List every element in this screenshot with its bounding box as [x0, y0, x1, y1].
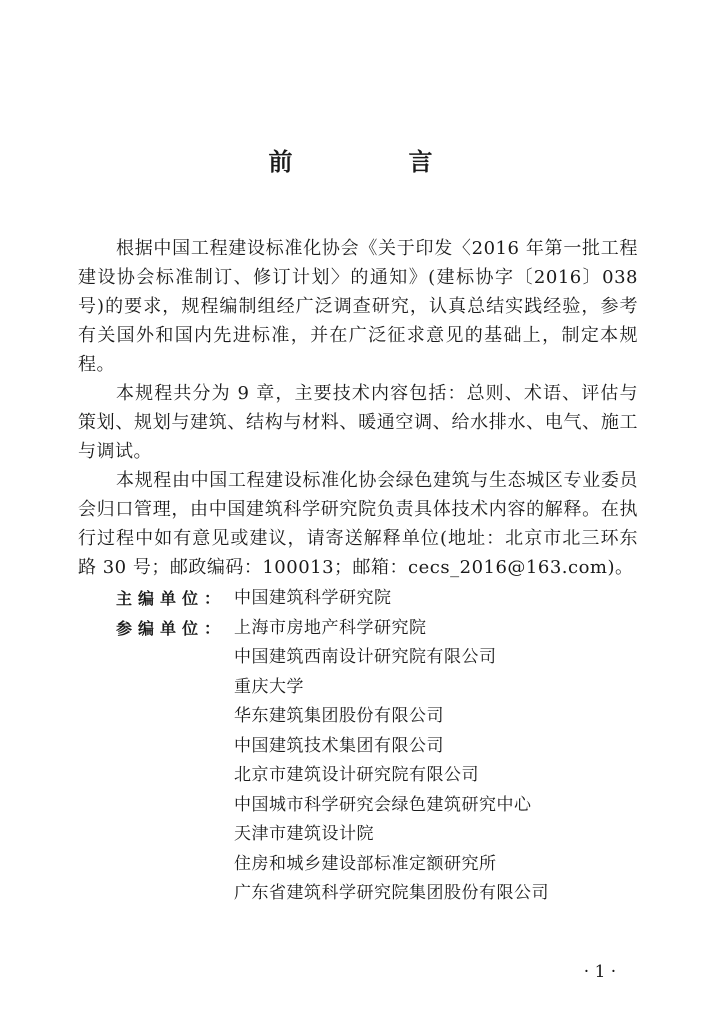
chief-editor-item: 中国建筑科学研究院: [234, 588, 392, 608]
organizations: [78, 584, 638, 909]
co-editor-item: 中国建筑技术集团有限公司: [234, 735, 444, 756]
paragraph-management: 本规程由中国工程建设标准化协会绿色建筑与生态城区专业委员会归口管理，由中国建筑科学研究院负责具体技术内容的解释。在执行过程中如有意见或建议，请寄送解释单位(地址：北京市北三环东路 30 号；邮政编码：100013；邮箱：cecs_2016@163.com)。: [78, 470, 638, 578]
co-editor-item: 天津市建筑设计院: [234, 824, 374, 844]
co-editor-item: 中国建筑西南设计研究院有限公司: [234, 647, 497, 667]
co-editor-list: [234, 614, 638, 909]
paragraph-background: 根据中国工程建设标准化协会《关于印发〈2016 年第一批工程建设协会标准制订、修订计划〉的通知》(建标协字〔2016〕038 号)的要求，规程编制组经广泛调查研究，认真总结实践经验，参考有关国外和国内先进标准，并在广泛征求意见的基础上，制定本规程。: [78, 238, 638, 375]
chief-editor-label: 主编单位：: [116, 589, 227, 608]
co-editor-item: 广东省建筑科学研究院集团股份有限公司: [234, 883, 549, 903]
co-editor-row: [78, 614, 638, 909]
chief-editor-row: [78, 584, 638, 614]
co-editor-item: 住房和城乡建设部标准定额研究所: [234, 853, 497, 874]
co-editor-item: 北京市建筑设计研究院有限公司: [234, 765, 479, 785]
co-editor-item: 华东建筑集团股份有限公司: [234, 706, 444, 726]
co-editor-label: 参编单位：: [116, 618, 227, 638]
paragraph-content-summary: 本规程共分为 9 章，主要技术内容包括：总则、术语、评估与策划、规划与建筑、结构与材料、暖通空调、给水排水、电气、施工与调试。: [78, 383, 638, 462]
co-editor-item: 上海市房地产科学研究院: [234, 617, 427, 638]
co-editor-item: 中国城市科学研究会绿色建筑研究中心: [234, 794, 532, 815]
preface-body: [78, 234, 638, 909]
page-title: 前 言: [268, 148, 479, 176]
chief-editor-list: [234, 584, 638, 614]
page-number: · 1 ·: [583, 962, 617, 982]
co-editor-item: 重庆大学: [234, 676, 304, 697]
